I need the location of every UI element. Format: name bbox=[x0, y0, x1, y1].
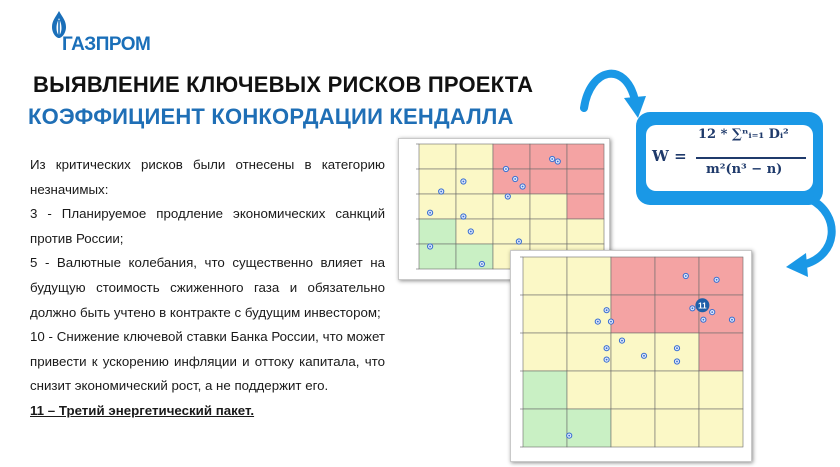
matrix-cell bbox=[567, 144, 604, 169]
matrix-cell bbox=[567, 219, 604, 244]
matrix-cell bbox=[567, 257, 611, 295]
risk-point-dot bbox=[507, 196, 509, 198]
matrix-cell bbox=[419, 219, 456, 244]
matrix-cell bbox=[699, 371, 743, 409]
risk-point-dot bbox=[606, 347, 608, 349]
matrix-cell bbox=[611, 409, 655, 447]
page-subtitle: КОЭФФИЦИЕНТ КОНКОРДАЦИИ КЕНДАЛЛА bbox=[28, 104, 514, 129]
matrix-cell bbox=[699, 257, 743, 295]
matrix-cell bbox=[493, 169, 530, 194]
paragraph: 3 - Планируемое продление экономических санкций против России; bbox=[30, 206, 385, 246]
formula-numerator: 12 * ∑ⁿᵢ₌₁ Dᵢ² bbox=[698, 127, 789, 142]
risk-point-dot bbox=[440, 191, 442, 193]
risk-matrix-large-svg bbox=[511, 251, 751, 461]
matrix-cell bbox=[419, 144, 456, 169]
matrix-cell bbox=[530, 144, 567, 169]
matrix-cell bbox=[523, 257, 567, 295]
matrix-cell bbox=[456, 144, 493, 169]
matrix-cell bbox=[567, 295, 611, 333]
matrix-cell bbox=[567, 169, 604, 194]
risk-point-dot bbox=[514, 178, 516, 180]
curved-arrow-bottom bbox=[780, 195, 840, 280]
risk-point-dot bbox=[676, 361, 678, 363]
risk-point-dot bbox=[685, 275, 687, 277]
matrix-cell bbox=[530, 219, 567, 244]
formula-lhs: W = bbox=[652, 147, 687, 165]
matrix-cell bbox=[493, 194, 530, 219]
formula bbox=[646, 125, 813, 191]
paragraph: 10 - Снижение ключевой ставки Банка России, что может привести к ускорению инфляции и оттоку капитала, что снизит экономический рост, а не поддержит его. bbox=[30, 329, 385, 394]
matrix-cell bbox=[655, 333, 699, 371]
risk-point-dot bbox=[610, 321, 612, 323]
highlight-paragraph: 11 – Третий энергетический пакет. bbox=[30, 402, 255, 418]
risk-point-dot bbox=[470, 231, 472, 233]
risk-point-dot bbox=[481, 263, 483, 265]
matrix-cell bbox=[611, 371, 655, 409]
risk-point-dot bbox=[429, 212, 431, 214]
logo-text: ГАЗПРОМ bbox=[62, 34, 151, 55]
risk-point-dot bbox=[643, 355, 645, 357]
matrix-cell bbox=[699, 409, 743, 447]
paragraph: 5 - Валютные колебания, что существенно влияет на будущую стоимость сжиженного газа и обязательно должно быть учтено в контракте с будущим инвестором; bbox=[30, 255, 385, 320]
matrix-cell bbox=[419, 244, 456, 269]
body-text bbox=[30, 153, 385, 424]
matrix-cell bbox=[523, 409, 567, 447]
matrix-cell bbox=[530, 169, 567, 194]
matrix-cell bbox=[530, 194, 567, 219]
matrix-cell bbox=[567, 333, 611, 371]
matrix-cell bbox=[611, 257, 655, 295]
risk-point-dot bbox=[711, 311, 713, 313]
matrix-cell bbox=[523, 295, 567, 333]
risk-point-dot bbox=[676, 347, 678, 349]
matrix-cell bbox=[567, 194, 604, 219]
risk-point-dot bbox=[551, 158, 553, 160]
risk-point-dot bbox=[505, 168, 507, 170]
matrix-cell bbox=[655, 257, 699, 295]
risk-point-dot bbox=[557, 161, 559, 163]
matrix-cell bbox=[419, 194, 456, 219]
matrix-cell bbox=[655, 371, 699, 409]
page-title: ВЫЯВЛЕНИЕ КЛЮЧЕВЫХ РИСКОВ ПРОЕКТА bbox=[33, 72, 534, 97]
curved-arrow-top bbox=[580, 58, 660, 128]
risk-matrix-large bbox=[510, 250, 752, 462]
risk-point-dot bbox=[518, 241, 520, 243]
risk-point-dot bbox=[597, 321, 599, 323]
formula-denominator: m²(n³ − n) bbox=[706, 162, 783, 177]
matrix-cell bbox=[493, 144, 530, 169]
risk-point-dot bbox=[463, 181, 465, 183]
risk-11-label: 11 bbox=[698, 301, 707, 311]
matrix-cell bbox=[567, 409, 611, 447]
matrix-cell bbox=[655, 295, 699, 333]
risk-point-dot bbox=[429, 246, 431, 248]
risk-point-dot bbox=[731, 319, 733, 321]
risk-point-dot bbox=[522, 186, 524, 188]
risk-point-dot bbox=[463, 216, 465, 218]
matrix-cell bbox=[611, 333, 655, 371]
paragraph: Из критических рисков были отнесены в категорию незначимых: bbox=[30, 157, 385, 197]
risk-point-dot bbox=[703, 319, 705, 321]
risk-point-dot bbox=[621, 340, 623, 342]
matrix-cell bbox=[611, 295, 655, 333]
risk-point-dot bbox=[606, 359, 608, 361]
risk-point-dot bbox=[716, 279, 718, 281]
matrix-cell bbox=[655, 409, 699, 447]
matrix-cell bbox=[567, 371, 611, 409]
matrix-cell bbox=[523, 333, 567, 371]
matrix-cell bbox=[456, 219, 493, 244]
matrix-cell bbox=[456, 244, 493, 269]
formula-box bbox=[636, 112, 823, 205]
risk-point-dot bbox=[568, 435, 570, 437]
risk-point-dot bbox=[692, 307, 694, 309]
matrix-cell bbox=[523, 371, 567, 409]
gazprom-logo bbox=[40, 8, 150, 58]
matrix-cell bbox=[699, 333, 743, 371]
matrix-cell bbox=[493, 219, 530, 244]
fraction-bar bbox=[696, 157, 806, 159]
risk-point-dot bbox=[606, 309, 608, 311]
matrix-cell bbox=[419, 169, 456, 194]
